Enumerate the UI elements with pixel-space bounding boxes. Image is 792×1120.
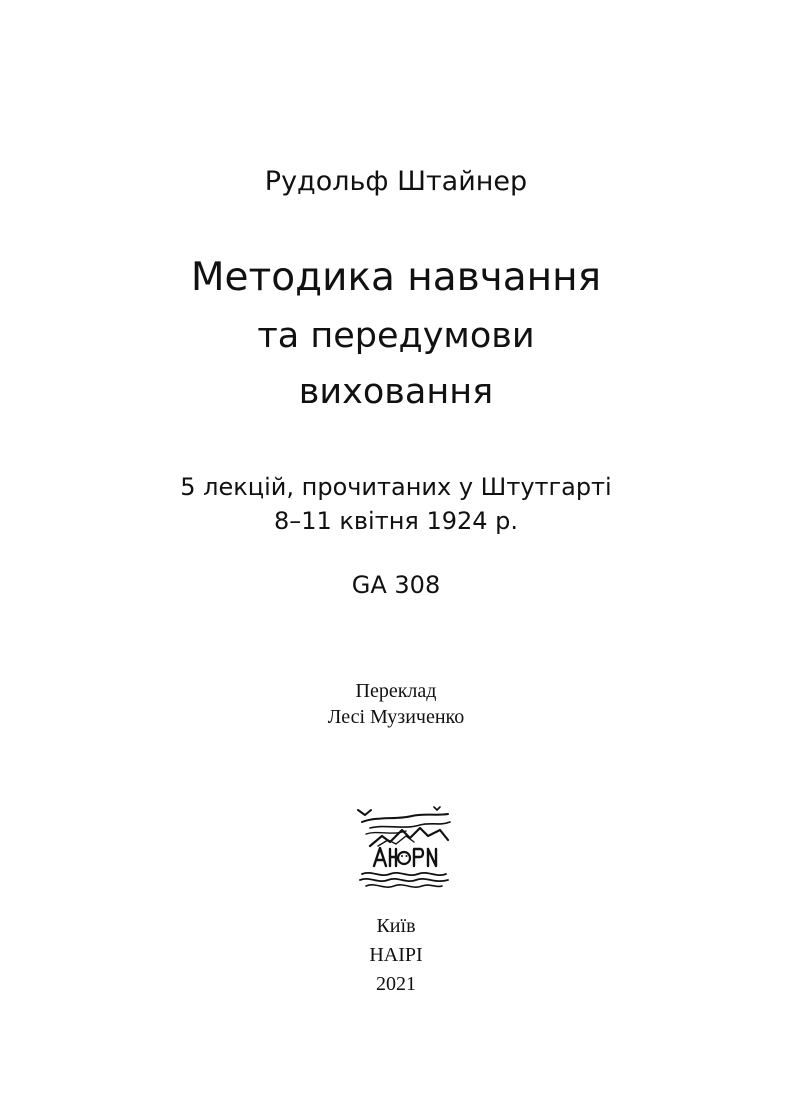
title-line-2: та передумови xyxy=(257,316,535,356)
title-line-3: виховання xyxy=(298,372,494,412)
ga-number: GA 308 xyxy=(351,571,441,599)
imprint xyxy=(0,912,792,999)
lecture-info-line-2: 8–11 квітня 1924 р. xyxy=(273,507,519,535)
translation-label: Переклад xyxy=(355,680,437,702)
author-name: Рудольф Штайнер xyxy=(264,166,528,197)
translation-credit xyxy=(0,678,792,730)
title-line-1: Методика навчання xyxy=(190,255,602,300)
publisher-logo-icon xyxy=(348,800,458,896)
imprint-year: 2021 xyxy=(376,973,416,995)
imprint-publisher: НАІРІ xyxy=(369,944,423,966)
book-title xyxy=(0,248,792,420)
lecture-info-line-1: 5 лекцій, прочитаних у Штутгарті xyxy=(180,473,612,501)
translator-name: Лесі Музиченко xyxy=(327,706,465,728)
lecture-info xyxy=(0,470,792,538)
imprint-city: Київ xyxy=(376,915,416,937)
